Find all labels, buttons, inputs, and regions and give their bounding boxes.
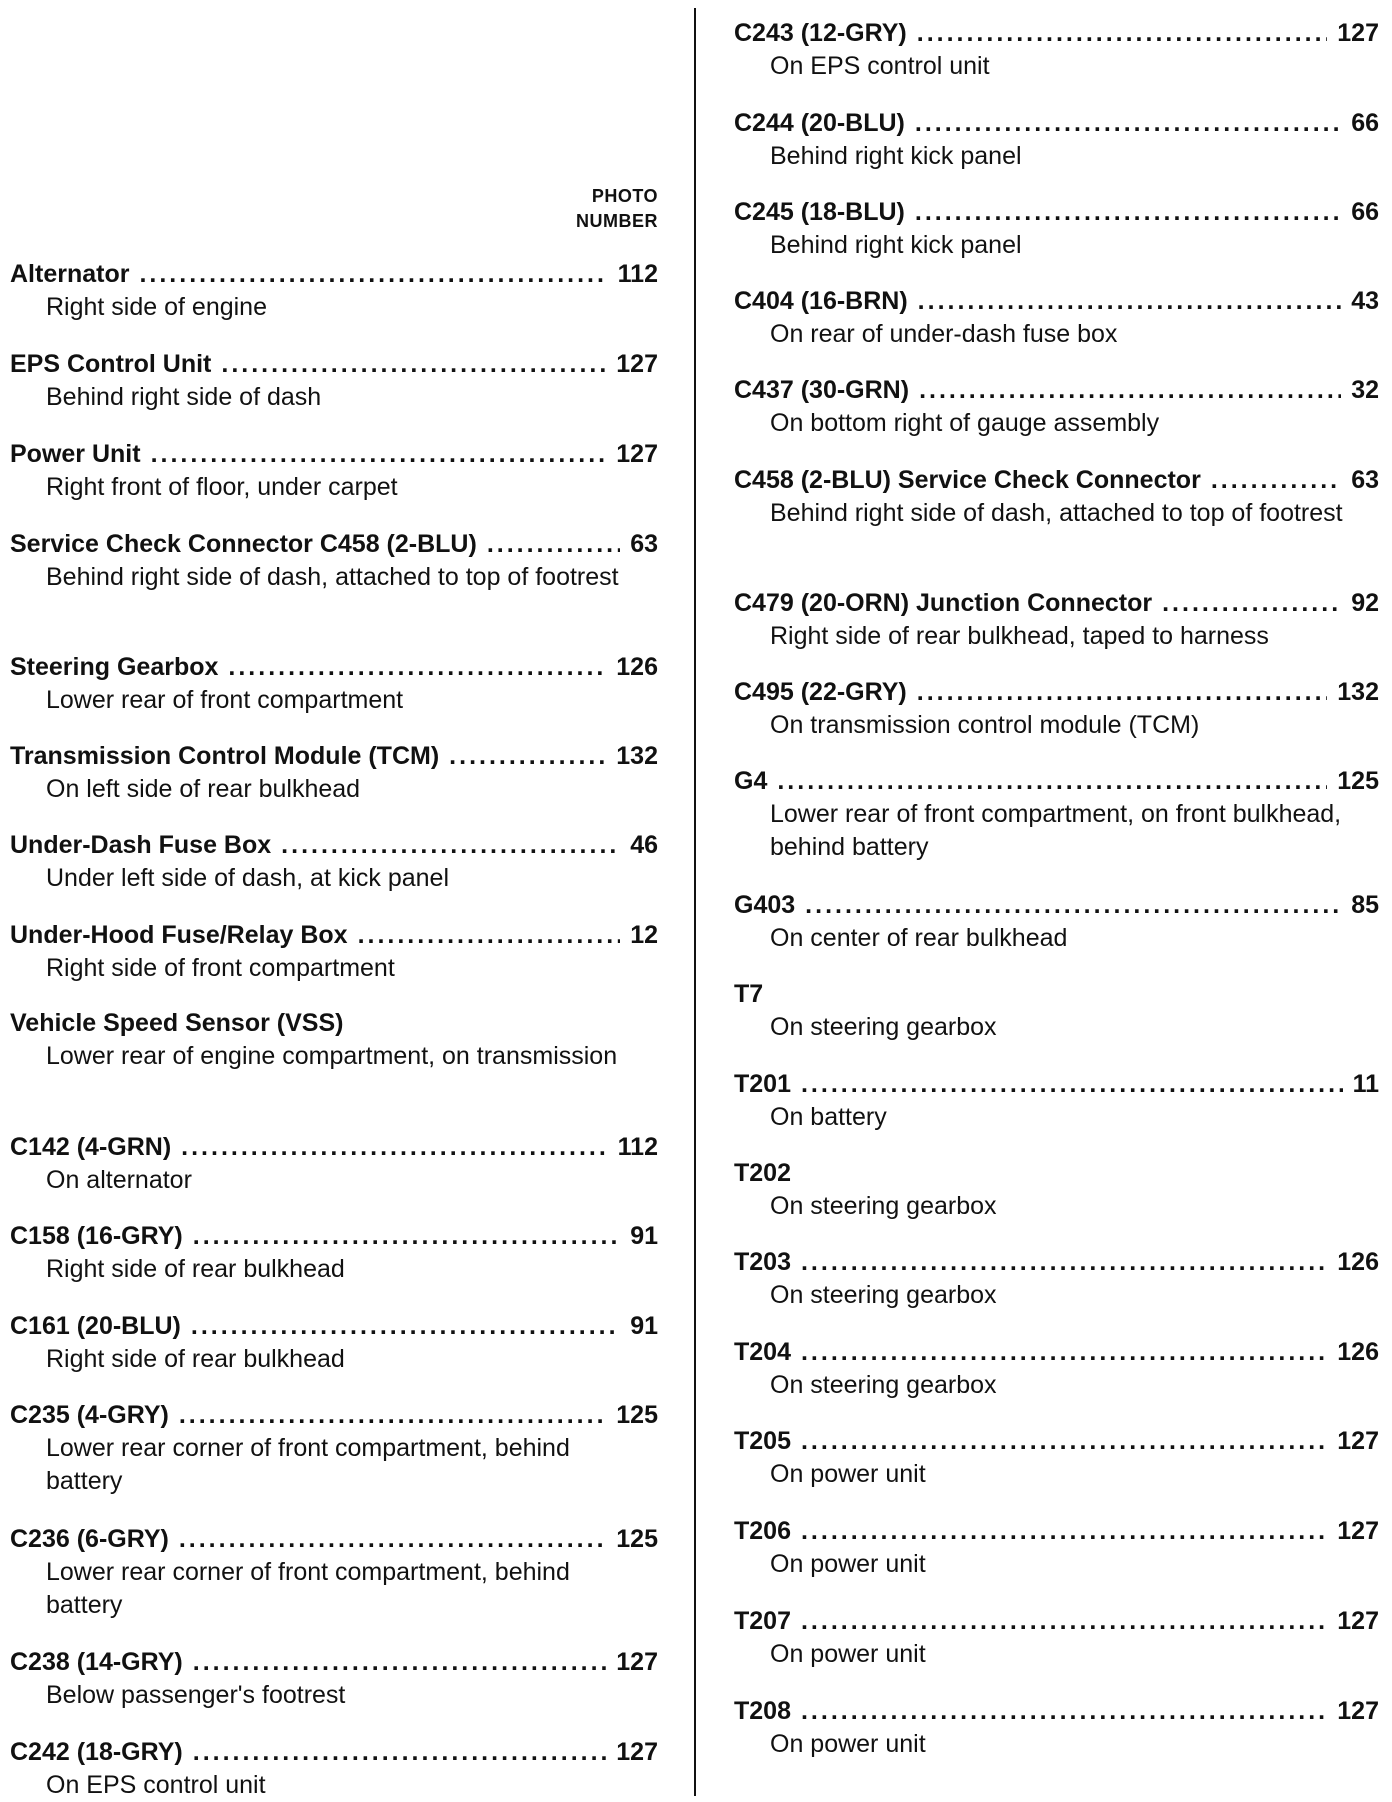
photo-header-line2: NUMBER (576, 211, 658, 231)
dot-leader (228, 651, 606, 684)
dot-leader (801, 1515, 1327, 1548)
list-item (10, 651, 658, 717)
list-item (734, 285, 1379, 351)
list-item (10, 1736, 658, 1802)
dot-leader (801, 1068, 1343, 1101)
entry-location: Lower rear of front compartment, on front bulkhead, behind battery (770, 800, 1342, 861)
photo-number-header (576, 184, 658, 234)
entry-location: On battery (770, 1103, 887, 1131)
entry-name: T206 (734, 1517, 791, 1545)
entry-photo-number: 63 (630, 530, 658, 558)
list-item (10, 348, 658, 414)
list-item (734, 1068, 1379, 1134)
entry-location: On power unit (770, 1730, 926, 1758)
entry-name: Vehicle Speed Sensor (VSS) (10, 1009, 344, 1037)
photo-header-line1: PHOTO (591, 186, 658, 206)
dot-leader (801, 1605, 1327, 1638)
dot-leader (1162, 587, 1341, 620)
list-item (734, 1157, 1379, 1223)
entry-photo-number: 127 (1337, 1517, 1379, 1545)
entry-photo-number: 32 (1351, 376, 1379, 404)
entry-photo-number: 127 (1337, 1607, 1379, 1635)
list-item (10, 829, 658, 895)
entry-location: On steering gearbox (770, 1192, 997, 1220)
entry-photo-number: 126 (616, 653, 658, 681)
list-item (734, 196, 1379, 262)
dot-leader (487, 528, 620, 561)
entry-photo-number: 127 (1337, 1427, 1379, 1455)
entry-name: G403 (734, 891, 796, 919)
entry-photo-number: 63 (1351, 466, 1379, 494)
entry-name: C238 (14-GRY) (10, 1648, 183, 1676)
list-item (10, 740, 658, 806)
list-item (10, 1523, 658, 1622)
list-item (10, 1131, 658, 1197)
entry-name: C458 (2-BLU) Service Check Connector (734, 466, 1201, 494)
dot-leader (181, 1131, 608, 1164)
list-item (734, 1336, 1379, 1402)
entry-photo-number: 46 (630, 831, 658, 859)
entry-photo-number: 43 (1351, 287, 1379, 315)
list-item (734, 1425, 1379, 1491)
entry-name: C495 (22-GRY) (734, 678, 907, 706)
entry-photo-number: 112 (617, 260, 658, 288)
entry-location: Right side of rear bulkhead (46, 1255, 345, 1283)
entry-photo-number: 126 (1337, 1248, 1379, 1276)
entry-name: Transmission Control Module (TCM) (10, 742, 440, 770)
entry-photo-number: 127 (616, 440, 658, 468)
entry-name: T201 (734, 1070, 791, 1098)
entry-photo-number: 112 (617, 1133, 658, 1161)
dot-leader (193, 1220, 620, 1253)
entry-location: On center of rear bulkhead (770, 924, 1068, 952)
dot-leader (801, 1695, 1327, 1728)
entry-photo-number: 132 (616, 742, 658, 770)
entry-location: Under left side of dash, at kick panel (46, 864, 450, 892)
entry-location: Behind right side of dash, attached to top of footrest (46, 563, 619, 591)
list-item (10, 1220, 658, 1286)
entry-location: Lower rear corner of front compartment, behind battery (46, 1434, 570, 1495)
entry-name: C242 (18-GRY) (10, 1738, 183, 1766)
list-item (734, 978, 1379, 1044)
entry-photo-number: 127 (616, 1648, 658, 1676)
entry-name: T203 (734, 1248, 791, 1276)
entry-photo-number: 125 (1337, 767, 1379, 795)
entry-photo-number: 127 (1337, 1697, 1379, 1725)
entry-name: C235 (4-GRY) (10, 1401, 169, 1429)
entry-location: Right side of rear bulkhead (46, 1345, 345, 1373)
entry-name: Service Check Connector C458 (2-BLU) (10, 530, 477, 558)
entry-name: T205 (734, 1427, 791, 1455)
entry-location: On rear of under-dash fuse box (770, 320, 1118, 348)
dot-leader (919, 374, 1341, 407)
entry-location: Behind right side of dash, attached to top of footrest (770, 499, 1343, 527)
entry-location: Right side of engine (46, 293, 267, 321)
entry-name: C243 (12-GRY) (734, 19, 907, 47)
entry-location: On power unit (770, 1550, 926, 1578)
dot-leader (193, 1736, 607, 1769)
entry-photo-number: 11 (1352, 1070, 1379, 1098)
entry-location: Right side of front compartment (46, 954, 395, 982)
dot-leader (179, 1399, 606, 1432)
entry-location: Right side of rear bulkhead, taped to harness (770, 622, 1269, 650)
list-item (10, 1646, 658, 1712)
list-item (734, 765, 1379, 864)
entry-photo-number: 127 (1337, 19, 1379, 47)
dot-leader (777, 765, 1327, 798)
entry-name: C158 (16-GRY) (10, 1222, 183, 1250)
entry-location: On bottom right of gauge assembly (770, 409, 1160, 437)
dot-leader (801, 1336, 1327, 1369)
dot-leader (191, 1310, 620, 1343)
entry-photo-number: 126 (1337, 1338, 1379, 1366)
entry-location: On left side of rear bulkhead (46, 775, 361, 803)
dot-leader (221, 348, 606, 381)
entry-location: On power unit (770, 1640, 926, 1668)
entry-location: On EPS control unit (46, 1771, 266, 1799)
column-divider (694, 8, 696, 1796)
entry-name: C236 (6-GRY) (10, 1525, 169, 1553)
list-item (734, 1695, 1379, 1761)
dot-leader (1211, 464, 1341, 497)
dot-leader (915, 196, 1341, 229)
dot-leader (918, 285, 1342, 318)
entry-name: T7 (734, 980, 764, 1008)
list-item (734, 1246, 1379, 1312)
entry-location: Lower rear corner of front compartment, behind battery (46, 1558, 570, 1619)
entry-location: Behind right side of dash (46, 383, 322, 411)
list-item (734, 587, 1379, 653)
list-item (734, 107, 1379, 173)
entry-name: Steering Gearbox (10, 653, 219, 681)
list-item (734, 464, 1379, 530)
entry-photo-number: 125 (616, 1525, 658, 1553)
entry-name: Alternator (10, 260, 130, 288)
entry-location: Lower rear of front compartment (46, 686, 404, 714)
entry-location: Lower rear of engine compartment, on transmission (46, 1042, 618, 1070)
list-item (10, 1007, 658, 1073)
entry-name: Under-Hood Fuse/Relay Box (10, 921, 348, 949)
dot-leader (139, 258, 607, 291)
entry-location: Behind right kick panel (770, 142, 1022, 170)
entry-photo-number: 125 (616, 1401, 658, 1429)
list-item (10, 919, 658, 985)
entry-photo-number: 91 (630, 1312, 658, 1340)
dot-leader (151, 438, 607, 471)
entry-name: C245 (18-BLU) (734, 198, 905, 226)
entry-name: C142 (4-GRN) (10, 1133, 172, 1161)
dot-leader (917, 17, 1328, 50)
entry-location: Behind right kick panel (770, 231, 1022, 259)
entry-photo-number: 132 (1337, 678, 1379, 706)
entry-location: On steering gearbox (770, 1281, 997, 1309)
entry-name: Power Unit (10, 440, 141, 468)
list-item (734, 676, 1379, 742)
entry-name: C161 (20-BLU) (10, 1312, 181, 1340)
entry-location: On EPS control unit (770, 52, 990, 80)
dot-leader (917, 676, 1328, 709)
entry-name: C404 (16-BRN) (734, 287, 908, 315)
entry-photo-number: 92 (1351, 589, 1379, 617)
list-item (734, 1515, 1379, 1581)
entry-location: On power unit (770, 1460, 926, 1488)
list-item (10, 258, 658, 324)
entry-name: C437 (30-GRN) (734, 376, 910, 404)
entry-name: C244 (20-BLU) (734, 109, 905, 137)
entry-name: G4 (734, 767, 768, 795)
entry-name: Under-Dash Fuse Box (10, 831, 272, 859)
entry-name: T208 (734, 1697, 791, 1725)
dot-leader (179, 1523, 606, 1556)
list-item (10, 1399, 658, 1498)
entry-photo-number: 127 (616, 1738, 658, 1766)
entry-location: Right front of floor, under carpet (46, 473, 398, 501)
dot-leader (358, 919, 621, 952)
dot-leader (805, 889, 1341, 922)
dot-leader (801, 1425, 1327, 1458)
list-item (10, 438, 658, 504)
dot-leader (193, 1646, 607, 1679)
entry-name: C479 (20-ORN) Junction Connector (734, 589, 1153, 617)
dot-leader (915, 107, 1341, 140)
entry-name: T207 (734, 1607, 791, 1635)
entry-location: On steering gearbox (770, 1371, 997, 1399)
list-item (734, 889, 1379, 955)
entry-photo-number: 91 (630, 1222, 658, 1250)
list-item (734, 374, 1379, 440)
entry-photo-number: 85 (1351, 891, 1379, 919)
list-item (10, 1310, 658, 1376)
entry-photo-number: 66 (1351, 198, 1379, 226)
entry-photo-number: 12 (630, 921, 658, 949)
entry-photo-number: 127 (616, 350, 658, 378)
entry-location: On alternator (46, 1166, 192, 1194)
entry-photo-number: 66 (1351, 109, 1379, 137)
entry-location: On steering gearbox (770, 1013, 997, 1041)
dot-leader (801, 1246, 1327, 1279)
entry-name: EPS Control Unit (10, 350, 212, 378)
entry-name: T204 (734, 1338, 791, 1366)
list-item (734, 17, 1379, 83)
entry-location: On transmission control module (TCM) (770, 711, 1200, 739)
entry-name: T202 (734, 1159, 791, 1187)
list-item (10, 528, 658, 594)
dot-leader (281, 829, 620, 862)
dot-leader (449, 740, 606, 773)
entry-location: Below passenger's footrest (46, 1681, 346, 1709)
list-item (734, 1605, 1379, 1671)
